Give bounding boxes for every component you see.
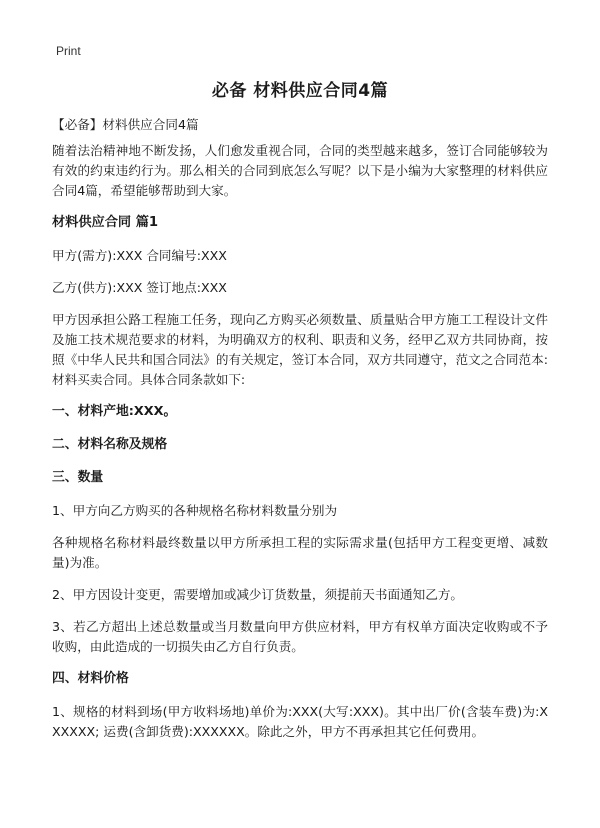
print-label: Print — [56, 44, 81, 58]
quantity-paragraph-3: 2、甲方因设计变更，需要增加或减少订货数量，须提前天书面通知乙方。 — [52, 587, 464, 602]
party-a-line: 甲方(需方):XXX 合同编号:XXX — [52, 248, 227, 263]
price-paragraph-1: 1、规格的材料到场(甲方收料场地)单价为:XXX(大写:XXX)。其中出厂价(含装车费)为:XXXXXX; 运费(含卸货费):XXXXXX。除此之外，甲方不再承担其它任何费用。 — [52, 704, 548, 739]
document-subtitle: 【必备】材料供应合同4篇 — [52, 117, 199, 132]
document-title: 必备 材料供应合同4篇 — [211, 81, 389, 101]
quantity-paragraph-1: 1、甲方向乙方购买的各种规格名称材料数量分别为 — [52, 503, 338, 518]
quantity-paragraph-4: 3、若乙方超出上述总数量或当月数量向甲方供应材料，甲方有权单方面决定收购或不予收购，由此造成的一切损失由乙方自行负责。 — [52, 619, 548, 654]
clause-heading-quantity: 三、数量 — [52, 470, 104, 485]
intro-paragraph: 随着法治精神地不断发扬，人们愈发重视合同，合同的类型越来越多，签订合同能够较为有效的约束违约行为。那么相关的合同到底怎么写呢？以下是小编为大家整理的材料供应合同4篇，希望能够帮助到大家。 — [52, 143, 548, 198]
clause-heading-name-spec: 二、材料名称及规格 — [52, 437, 168, 452]
quantity-paragraph-2: 各种规格名称材料最终数量以甲方所承担工程的实际需求量(包括甲方工程变更增、减数量)为准。 — [52, 535, 548, 570]
party-b-line: 乙方(供方):XXX 签订地点:XXX — [52, 280, 227, 295]
section-heading: 材料供应合同 篇1 — [52, 215, 159, 230]
clause-heading-origin: 一、材料产地:XXX。 — [52, 404, 177, 419]
clause-heading-price: 四、材料价格 — [52, 671, 129, 686]
preamble-paragraph: 甲方因承担公路工程施工任务，现向乙方购买必须数量、质量贴合甲方施工工程设计文件及施工技术规范要求的材料，为明确双方的权利、职责和义务，经甲乙双方共同协商，按照《中华人民共和国合同法》的有关规定，签订本合同，双方共同遵守，范文之合同范本:材料买卖合同。具体合同条款如下: — [52, 312, 548, 387]
